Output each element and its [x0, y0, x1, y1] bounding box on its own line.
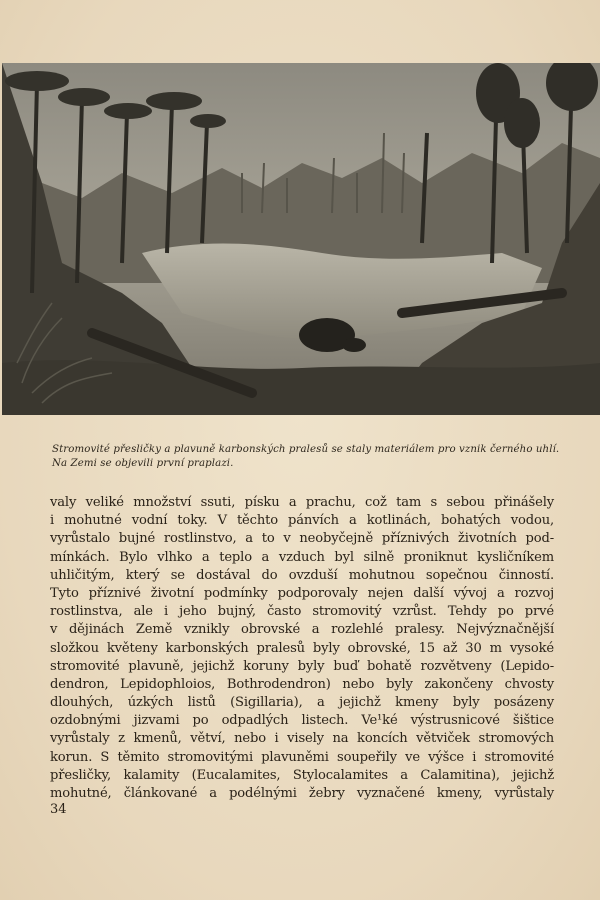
text-line: vyrůstalo bujné rostlinstvo, a to v neobyčejně příznivých životních pod- [50, 531, 554, 547]
page-number: 34 [50, 802, 67, 817]
text-line: mínkách. Bylo vlhko a teplo a vzduch byl silně proniknut kysličníkem [50, 549, 554, 565]
text-line: stromovité plavuně, jejichž koruny byly buď bohatě rozvětveny (Lepido- [50, 658, 554, 674]
figure-caption: Stromovité přesličky a plavuně karbonských pralesů se staly materiálem pro vznik černého uhlí. Na Zemi se objevili první praplazi. [52, 444, 560, 469]
text-line: v dějinách Země vznikly obrovské a rozlehlé pralesy. Nejvýznačnější [50, 622, 554, 638]
text-line: přesličky, kalamity (Eucalamites, Stylocalamites a Calamitina), jejichž [50, 767, 554, 783]
forest-scene-drawing [2, 63, 600, 415]
text-line: valy veliké množství ssuti, písku a prachu, což tam s sebou přinášely [50, 495, 554, 510]
text-line: i mohutné vodní toky. V těchto pánvích a kotlinách, bohatých vodou, [50, 513, 554, 529]
text-line: ozdobnými jizvami po odpadlých listech. Ve¹ké výstrusnicové šištice [50, 713, 554, 729]
text-line: uhličitým, který se dostával do ovzduší mohutnou sopečnou činností. [50, 567, 554, 583]
text-line: dendron, Lepidophloios, Bothrodendron) nebo byly zakončeny chvosty [50, 676, 554, 692]
text-line: Tyto příznivé životní podmínky podporovaly nejen další vývoj a rozvoj [50, 585, 554, 601]
text-line: rostlinstva, ale i jeho bujný, často stromovitý vzrůst. Tehdy po prvé [50, 604, 554, 620]
carboniferous-forest-illustration [2, 63, 600, 415]
text-line: vyrůstaly z kmenů, větví, nebo i visely na koncích větviček stromových [50, 731, 554, 747]
text-line: složkou květeny karbonských pralesů byly obrovské, 15 až 30 m vysoké [50, 640, 554, 656]
text-line: korun. S těmito stromovitými plavuněmi soupeřily ve výšce i stromovité [50, 749, 554, 765]
text-line: mohutné, článkované a podélnými žebry vyznačené kmeny, vyrůstaly [50, 786, 554, 801]
text-line: dlouhých, úzkých listů (Sigillaria), a jejichž kmeny byly posázeny [50, 695, 554, 711]
body-text [50, 494, 554, 803]
